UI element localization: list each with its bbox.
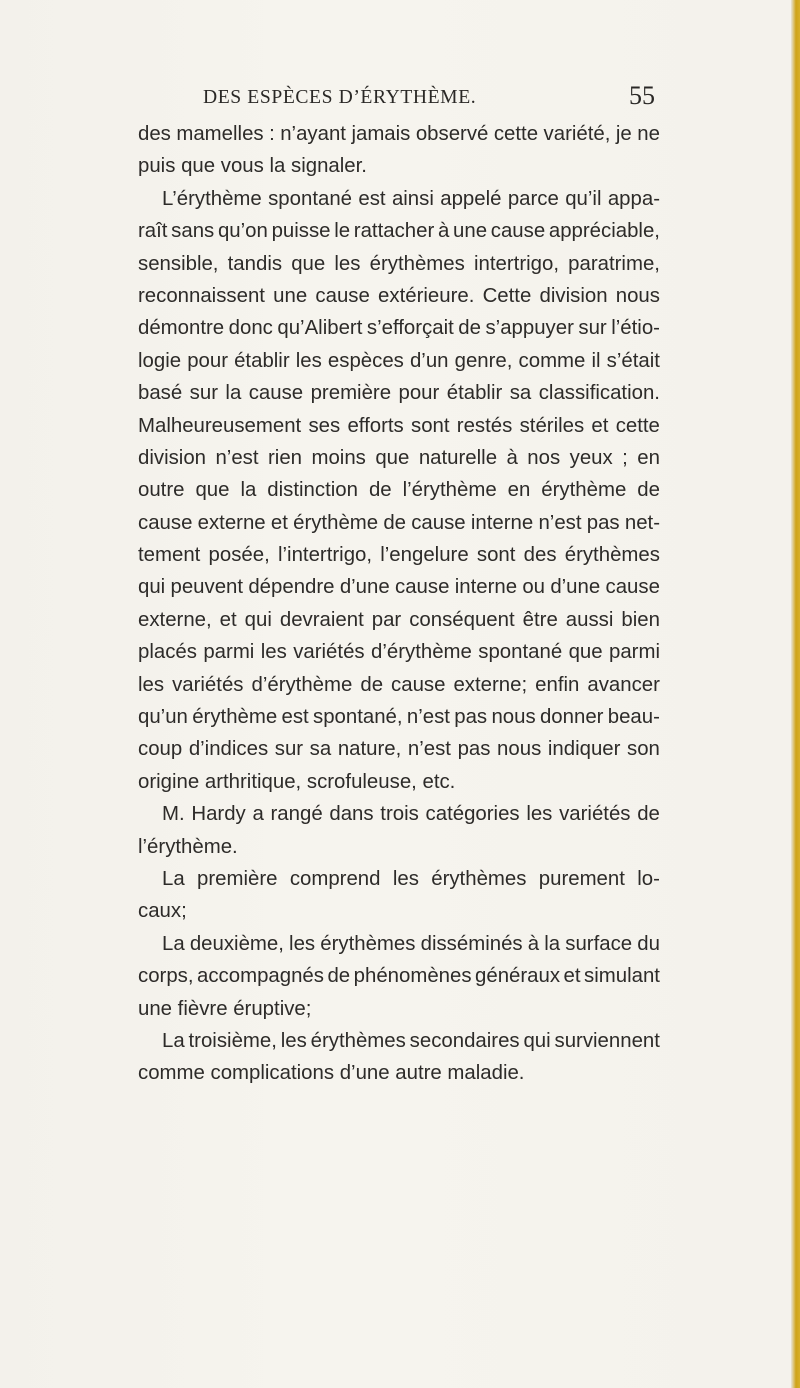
text-line: une fièvre éruptive; xyxy=(138,997,312,1020)
text-line: corps, accompagnés de phénomènes généraux et simulant xyxy=(138,965,660,988)
text-line: La deuxième, les érythèmes disséminés à la surface du xyxy=(162,932,660,955)
running-title: DES ESPÈCES D’ÉRYTHÈME. xyxy=(203,86,477,108)
text-line: démontre donc qu’Alibert s’efforçait de s’appuyer sur l’étio- xyxy=(138,317,660,340)
body-text xyxy=(138,118,660,1090)
text-line: basé sur la cause première pour établir sa classification. xyxy=(138,382,660,405)
text-line: division n’est rien moins que naturelle à nos yeux ; en xyxy=(138,446,660,469)
text-line: les variétés d’érythème de cause externe; enfin avancer xyxy=(138,673,660,696)
text-line: La première comprend les érythèmes purement lo- xyxy=(162,867,660,890)
text-line: qui peuvent dépendre d’une cause interne ou d’une cause xyxy=(138,576,660,599)
text-line: caux; xyxy=(138,900,187,923)
text-line: M. Hardy a rangé dans trois catégories les variétés de xyxy=(162,803,660,826)
text-line: coup d’indices sur sa nature, n’est pas nous indiquer son xyxy=(138,738,660,761)
text-line: l’érythème. xyxy=(138,835,238,858)
text-line: cause externe et érythème de cause interne n’est pas net- xyxy=(138,511,660,534)
text-line: puis que vous la signaler. xyxy=(138,155,367,178)
text-line: La troisième, les érythèmes secondaires qui surviennent xyxy=(162,1029,660,1052)
text-line: tement posée, l’intertrigo, l’engelure sont des érythèmes xyxy=(138,544,660,567)
text-line: externe, et qui devraient par conséquent être aussi bien xyxy=(138,608,660,631)
page-header xyxy=(203,81,655,114)
page-number: 55 xyxy=(629,81,655,110)
text-line: sensible, tandis que les érythèmes intertrigo, paratrime, xyxy=(138,252,660,275)
text-line: logie pour établir les espèces d’un genre, comme il s’était xyxy=(138,349,660,372)
text-line: comme complications d’une autre maladie. xyxy=(138,1062,525,1085)
text-line: outre que la distinction de l’érythème en érythème de xyxy=(138,479,660,502)
text-line: reconnaissent une cause extérieure. Cette division nous xyxy=(138,284,660,307)
text-line: L’érythème spontané est ainsi appelé parce qu’il appa- xyxy=(162,187,660,210)
text-line: raît sans qu’on puisse le rattacher à une cause appréciable, xyxy=(138,220,660,243)
text-line: placés parmi les variétés d’érythème spontané que parmi xyxy=(138,641,660,664)
text-line: origine arthritique, scrofuleuse, etc. xyxy=(138,770,456,793)
text-line: qu’un érythème est spontané, n’est pas nous donner beau- xyxy=(138,706,660,729)
text-line: Malheureusement ses efforts sont restés stériles et cette xyxy=(138,414,660,437)
text-line: des mamelles : n’ayant jamais observé cette variété, je ne xyxy=(138,123,660,145)
page-edge xyxy=(791,0,800,1388)
